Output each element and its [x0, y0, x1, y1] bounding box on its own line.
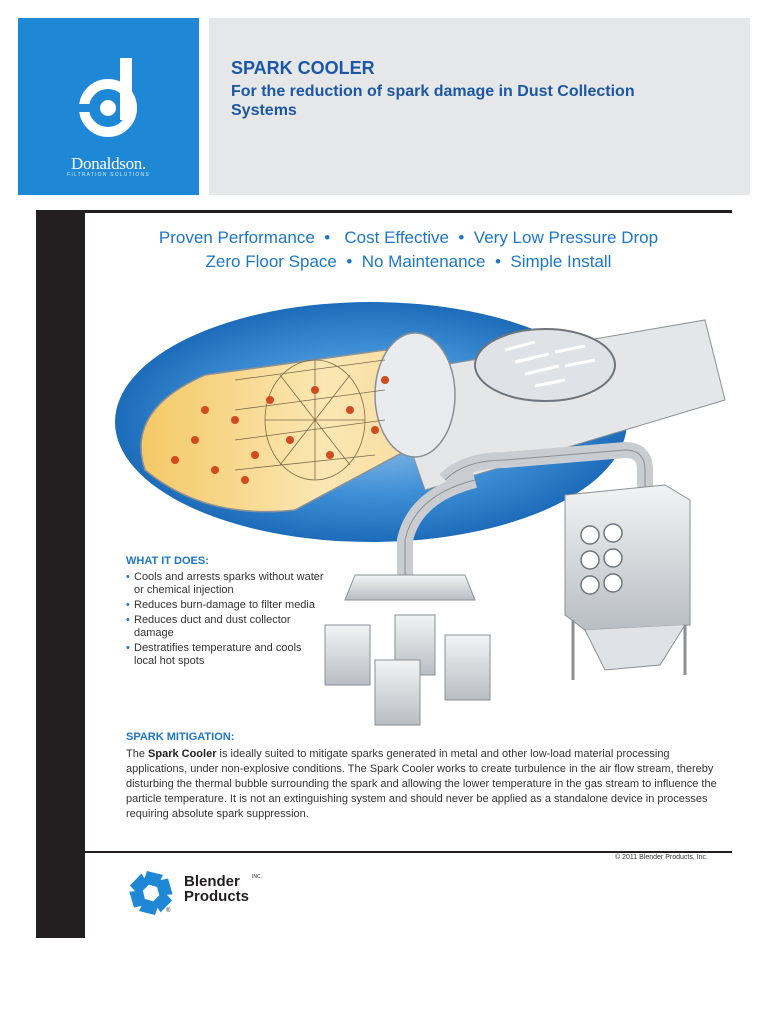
page-subtitle: For the reduction of spark damage in Dust Collection Systems — [231, 83, 635, 119]
product-name: Spark Cooler — [148, 748, 217, 760]
benefits-line-2: Zero Floor Space • No Maintenance • Simple Install — [205, 252, 612, 271]
company-name-line-2: Products — [184, 888, 250, 905]
donaldson-logo-icon — [78, 58, 144, 138]
registered-mark: ® — [166, 908, 171, 914]
inc-mark: INC. — [252, 874, 262, 880]
side-bar — [36, 210, 85, 938]
company-name — [184, 874, 249, 904]
spark-mitigation-heading: SPARK MITIGATION: — [126, 731, 235, 743]
list-item: • Cools and arrests sparks without water or chemical injection — [126, 571, 326, 597]
list-item: • Reduces burn-damage to filter media — [126, 599, 326, 612]
bottom-divider — [85, 851, 732, 853]
company-name-line-1: Blender — [184, 873, 240, 890]
paragraph-lead: The — [126, 748, 149, 760]
brand-tagline: FILTRATION SOLUTIONS — [67, 172, 150, 178]
benefits-line-1: Proven Performance • Cost Effective • Very Low Pressure Drop — [158, 228, 659, 247]
donaldson-logo-block — [18, 18, 199, 195]
spark-mitigation-paragraph — [126, 747, 718, 822]
copyright-notice: © 2011 Blender Products, Inc. — [615, 854, 708, 861]
what-it-does-heading: WHAT IT DOES: — [126, 555, 209, 567]
top-divider — [85, 210, 732, 213]
page-title: SPARK COOLER — [231, 58, 375, 78]
paragraph-body: is ideally suited to mitigate sparks generated in metal and other low-load material processing applications, under non-explosive conditions. The Spark Cooler works to create turbulence in the air flow stream, thereby disturbing the thermal bubble surrounding the spark and allowing the lower temperature in the gas stream to influence the particle temperature. It is not an extinguishing system and should never be applied as a standalone device in processes requiring absolute spark suppression. — [126, 748, 717, 820]
what-it-does-list — [126, 571, 326, 670]
list-item: • Reduces duct and dust collector damage — [126, 614, 326, 640]
list-item: • Destratifies temperature and cools local hot spots — [126, 642, 326, 668]
header-panel — [209, 18, 750, 195]
brand-name: Donaldson. — [71, 154, 146, 173]
